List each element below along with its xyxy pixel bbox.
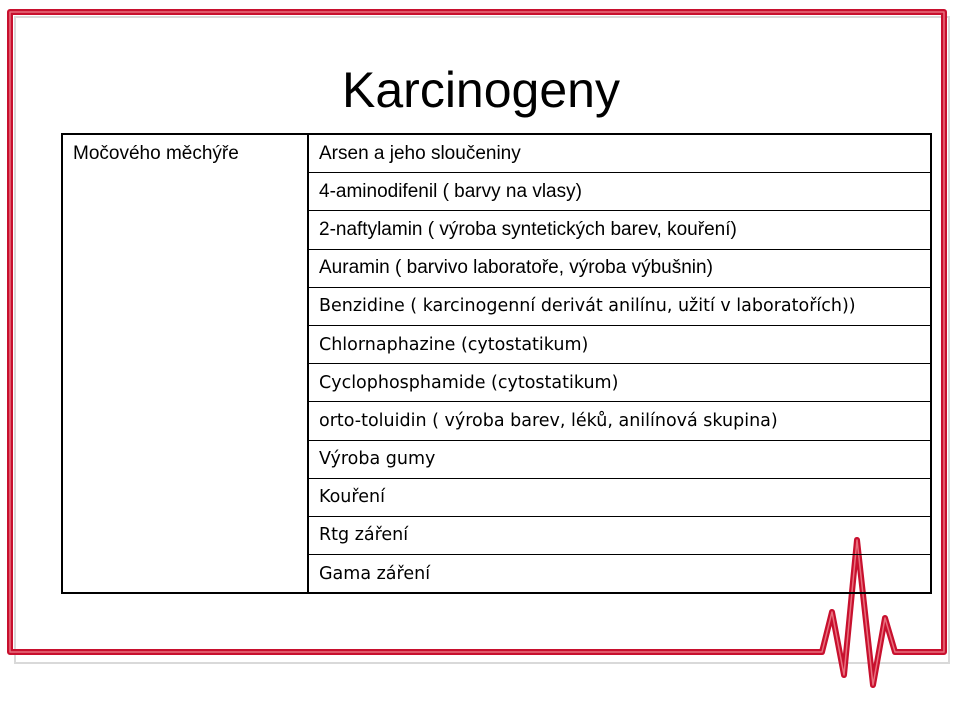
table-cell-item: Gama záření [308,555,931,594]
table-cell-item: 4-aminodifenil ( barvy na vlasy) [308,173,931,211]
category-cell: Močového měchýře [62,134,308,593]
table-cell-item: Kouření [308,478,931,516]
table-cell-item: orto-toluidin ( výroba barev, léků, anilínová skupina) [308,402,931,440]
table-row [62,134,931,173]
table-cell-item: Cyclophosphamide (cytostatikum) [308,364,931,402]
table-cell-item: Auramin ( barvivo laboratoře, výroba výbušnin) [308,249,931,287]
table-cell-item: Arsen a jeho sloučeniny [308,134,931,173]
carcinogens-table [61,133,932,594]
table-cell-item: Chlornaphazine (cytostatikum) [308,325,931,363]
page-title: Karcinogeny [342,62,620,118]
table-cell-item: Benzidine ( karcinogenní derivát anilínu, užití v laboratořích)) [308,287,931,325]
table-cell-item: Výroba gumy [308,440,931,478]
table-cell-item: 2-naftylamin ( výroba syntetických barev, kouření) [308,211,931,249]
table-cell-item: Rtg záření [308,516,931,554]
